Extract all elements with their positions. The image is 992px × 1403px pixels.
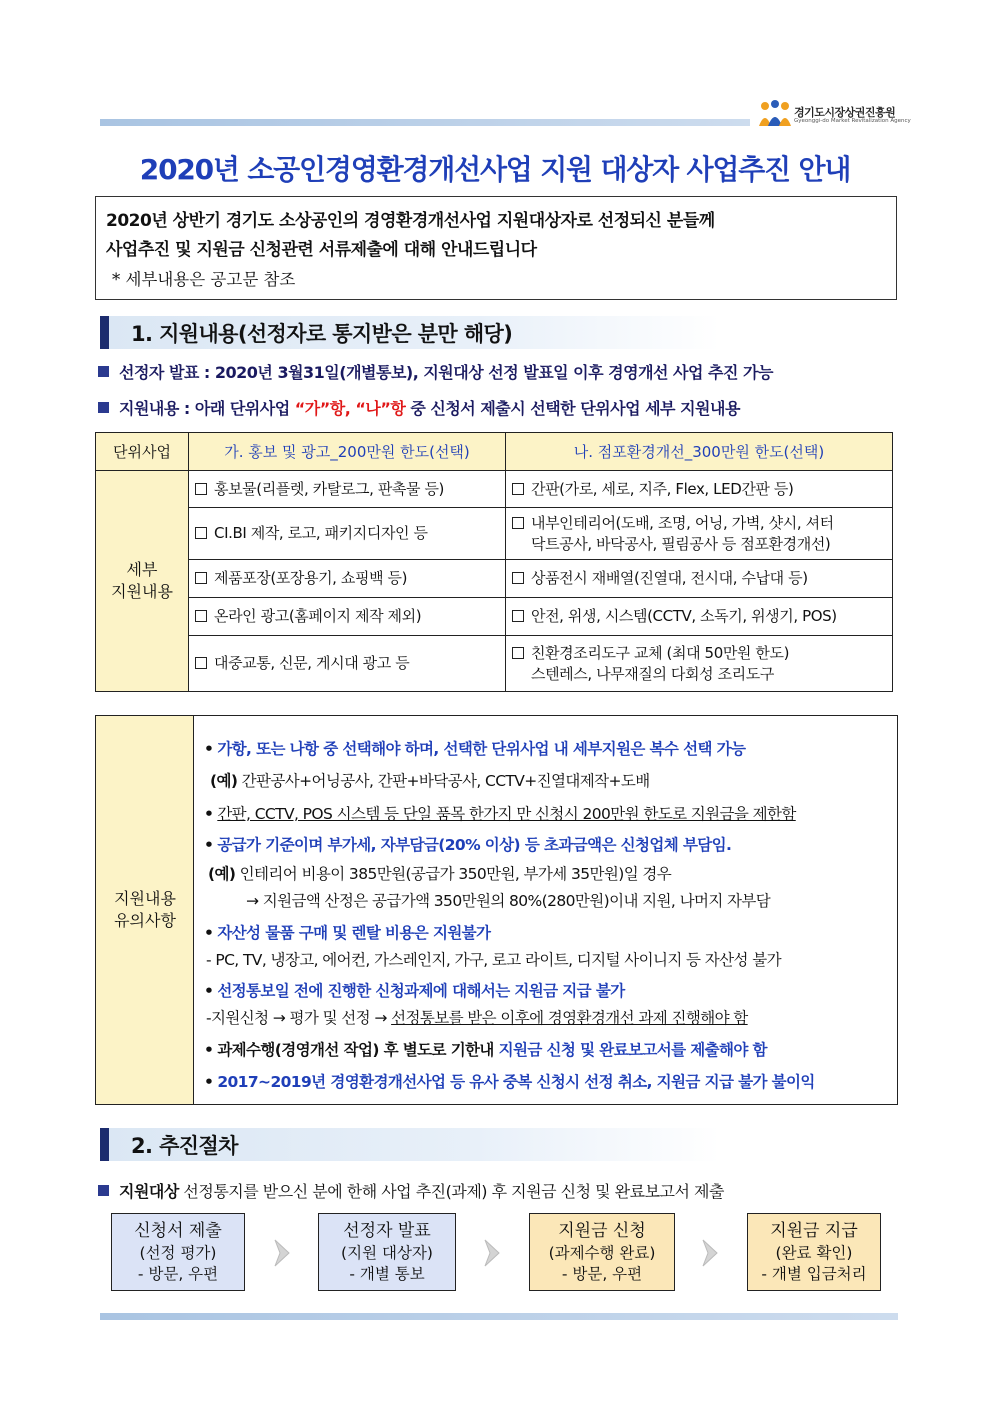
note-5-sub-a: -지원신청 → 평가 및 선정 → xyxy=(206,1009,392,1027)
cell-text: 상품전시 재배열(진열대, 전시대, 수납대 등) xyxy=(531,569,808,587)
cell-text: 내부인테리어(도배, 조명, 어닝, 가벽, 샷시, 셔터 xyxy=(531,513,834,532)
note-2-text: 간판, CCTV, POS 시스템 등 단일 품목 한가지 만 신청시 200만원 한도로 지원금을 제한함 xyxy=(217,805,796,823)
square-bullet-icon xyxy=(98,366,109,377)
flow-step-4 xyxy=(747,1213,881,1291)
flow-step-4-line-3: - 개별 입금처리 xyxy=(761,1265,867,1283)
cell-text: 안전, 위생, 시스템(CCTV, 소독기, 위생기, POS) xyxy=(531,607,837,625)
flow-step-2-line-3: - 개별 통보 xyxy=(349,1265,425,1283)
note-3-example-text: 인테리어 비용이 385만원(공급가 350만원, 부가세 35만원)일 경우 xyxy=(239,865,672,883)
section-2-header xyxy=(100,1128,720,1161)
note-1-example xyxy=(210,769,650,791)
flow-step-4-line-2: (완료 확인) xyxy=(775,1244,853,1262)
checkbox-icon xyxy=(512,517,524,529)
chevron-right-icon xyxy=(700,1238,720,1268)
cell-text-cont: 스텐레스, 나무재질의 다회성 조리도구 xyxy=(531,664,774,683)
bullet-support-text-b: “가”항, “나”항 xyxy=(294,399,406,418)
notes-label-line-2: 유의사항 xyxy=(114,911,176,930)
note-4-text: 자산성 물품 구매 및 렌탈 비용은 지원불가 xyxy=(217,924,491,942)
cell-text: CI.BI 제작, 로고, 패키지디자인 등 xyxy=(214,524,428,542)
header-ga: 가. 홍보 및 광고_200만원 한도(선택) xyxy=(189,433,506,471)
intro-note: * 세부내용은 공고문 참조 xyxy=(112,270,296,289)
notes-label-cell xyxy=(96,716,194,1104)
cell-text: 친환경조리도구 교체 (최대 50만원 한도) xyxy=(531,643,790,662)
intro-line-2: 사업추진 및 지원금 신청관련 서류제출에 대해 안내드립니다 xyxy=(106,240,537,260)
note-7-text: 2017~2019년 경영환경개선사업 등 유사 중복 신청시 선정 취소, 지원금 지급 불가 불이익 xyxy=(217,1073,815,1091)
bullet-support-text-a: 지원내용 : 아래 단위사업 xyxy=(119,399,295,418)
bullet-procedure-bold: 지원대상 xyxy=(119,1182,179,1201)
note-5: • 선정통보일 전에 진행한 신청과제에 대해서는 지원금 지급 불가 xyxy=(204,982,625,1000)
note-6-text-a: 과제수행(경영개선 작업) 후 별도로 기한내 xyxy=(217,1041,499,1059)
intro-box xyxy=(95,196,897,300)
note-4: • 자산성 물품 구매 및 렌탈 비용은 지원불가 xyxy=(204,924,491,942)
section-1-header xyxy=(100,316,720,349)
checkbox-icon xyxy=(512,572,524,584)
cell-text: 간판(가로, 세로, 지주, Flex, LED간판 등) xyxy=(531,479,794,498)
note-6: • 과제수행(경영개선 작업) 후 별도로 기한내 지원금 신청 및 완료보고서를 제출해야 함 xyxy=(204,1041,767,1059)
flow-step-1-line-2: (선정 평가) xyxy=(139,1244,217,1262)
intro-line-1: 2020년 상반기 경기도 소상공인의 경영환경개선사업 지원대상자로 선정되신 분들께 xyxy=(106,211,715,231)
row-header-line-1: 세부 xyxy=(126,560,158,579)
note-1-text: 가항, 또는 나항 중 선택해야 하며, 선택한 단위사업 내 세부지원은 복수 선택 가능 xyxy=(217,740,746,758)
note-5-sub xyxy=(206,1006,748,1028)
table-cell-ga xyxy=(189,560,506,598)
checkbox-icon xyxy=(512,483,524,495)
table-row xyxy=(96,508,893,560)
notes-box xyxy=(95,715,898,1105)
header-na: 나. 점포환경개선_300만원 한도(선택) xyxy=(506,433,893,471)
bullet-support-text-c: 중 신청서 제출시 선택한 단위사업 세부 지원내용 xyxy=(405,399,740,418)
note-1-example-text: 간판공사+어닝공사, 간판+바닥공사, CCTV+진열대제작+도배 xyxy=(241,772,650,790)
table-row xyxy=(96,471,893,508)
table-cell-na xyxy=(506,636,893,692)
note-3-example xyxy=(208,862,671,884)
cell-text-cont: 닥트공사, 바닥공사, 필림공사 등 점포환경개선) xyxy=(531,534,831,553)
square-bullet-icon xyxy=(98,402,109,413)
checkbox-icon xyxy=(512,610,524,622)
bullet-procedure xyxy=(98,1179,724,1202)
bottom-divider-bar xyxy=(100,1313,898,1320)
checkbox-icon xyxy=(512,647,524,659)
note-3: • 공급가 기준이며 부가세, 자부담금(20% 이상) 등 초과금액은 신청업체 부담임. xyxy=(204,836,732,854)
bullet-support-content xyxy=(98,396,740,419)
table-row xyxy=(96,560,893,598)
note-7: • 2017~2019년 경영환경개선사업 등 유사 중복 신청시 선정 취소, 지원금 지급 불가 불이익 xyxy=(204,1073,815,1091)
table-cell-ga xyxy=(189,636,506,692)
agency-logo xyxy=(758,100,911,130)
table-cell-na xyxy=(506,560,893,598)
cell-text: 대중교통, 신문, 게시대 광고 등 xyxy=(214,654,410,672)
note-2: • 간판, CCTV, POS 시스템 등 단일 품목 한가지 만 신청시 200만원 한도로 지원금을 제한함 xyxy=(204,805,796,823)
flow-step-2-line-2: (지원 대상자) xyxy=(341,1244,433,1262)
agency-subtitle: Gyeonggi-do Market Revitalization Agency xyxy=(794,118,911,124)
flow-step-1-line-3: - 방문, 우편 xyxy=(137,1265,219,1283)
table-row xyxy=(96,598,893,636)
checkbox-icon xyxy=(195,657,207,669)
top-divider-bar xyxy=(100,119,750,126)
flow-step-3-line-3: - 방문, 우편 xyxy=(561,1265,643,1283)
checkbox-icon xyxy=(195,483,207,495)
bullet-announcement-text: 선정자 발표 : 2020년 3월31일(개별통보), 지원대상 선정 발표일 이후 경영개선 사업 추진 가능 xyxy=(119,363,773,382)
flow-step-1 xyxy=(111,1213,245,1291)
cell-text: 홍보물(리플렛, 카탈로그, 판촉물 등) xyxy=(214,479,445,498)
checkbox-icon xyxy=(195,610,207,622)
section-1-heading: 1. 지원내용(선정자로 통지받은 분만 해당) xyxy=(131,322,513,346)
support-table xyxy=(95,432,893,692)
cell-text: 온라인 광고(홈페이지 제작 제외) xyxy=(214,607,422,625)
checkbox-icon xyxy=(195,527,207,539)
agency-name: 경기도시장상권진흥원 xyxy=(794,106,896,119)
note-1: • 가항, 또는 나항 중 선택해야 하며, 선택한 단위사업 내 세부지원은 복수 선택 가능 xyxy=(204,740,746,758)
table-cell-ga xyxy=(189,471,506,508)
chevron-right-icon xyxy=(482,1238,502,1268)
notes-label xyxy=(96,888,194,932)
agency-logo-icon xyxy=(758,100,792,128)
note-5-sub-b: 선정통보를 받은 이후에 경영환경개선 과제 진행해야 함 xyxy=(391,1009,748,1027)
note-3-text: 공급가 기준이며 부가세, 자부담금(20% 이상) 등 초과금액은 신청업체 부담임. xyxy=(217,836,732,854)
flow-step-3 xyxy=(529,1213,675,1291)
table-row xyxy=(96,636,893,692)
page-title: 2020년 소공인경영환경개선사업 지원 대상자 사업추진 안내 xyxy=(139,153,851,186)
notes-label-line-1: 지원내용 xyxy=(114,889,176,908)
table-header-row xyxy=(96,433,893,471)
row-header-detail xyxy=(96,471,189,692)
note-1-example-label: (예) xyxy=(210,772,238,790)
cell-text: 제품포장(포장용기, 쇼핑백 등) xyxy=(214,569,408,587)
note-3-example-label: (예) xyxy=(208,865,236,883)
checkbox-icon xyxy=(195,572,207,584)
note-5-text: 선정통보일 전에 진행한 신청과제에 대해서는 지원금 지급 불가 xyxy=(217,982,625,1000)
flow-step-2 xyxy=(318,1213,456,1291)
note-4-sub: - PC, TV, 냉장고, 에어컨, 가스레인지, 가구, 로고 라이트, 디지털 사이니지 등 자산성 불가 xyxy=(206,951,781,969)
bullet-announcement xyxy=(98,360,773,383)
bullet-procedure-text: 선정통지를 받으신 분에 한해 사업 추진(과제) 후 지원금 신청 및 완료보고서 제출 xyxy=(178,1182,724,1201)
table-cell-ga xyxy=(189,598,506,636)
note-3-example-2: → 지원금액 산정은 공급가액 350만원의 80%(280만원)이내 지원, 나머지 자부담 xyxy=(246,892,771,910)
note-6-text-b: 지원금 신청 및 완료보고서를 제출해야 함 xyxy=(498,1041,767,1059)
flow-step-4-title: 지원금 지급 xyxy=(770,1221,858,1241)
flow-step-1-title: 신청서 제출 xyxy=(134,1221,222,1241)
square-bullet-icon xyxy=(98,1185,109,1196)
section-2-heading: 2. 추진절차 xyxy=(131,1134,238,1158)
flow-step-3-line-2: (과제수행 완료) xyxy=(548,1244,656,1262)
chevron-right-icon xyxy=(272,1238,292,1268)
header-unit: 단위사업 xyxy=(96,433,189,471)
table-cell-ga xyxy=(189,508,506,560)
table-cell-na xyxy=(506,471,893,508)
flow-step-2-title: 선정자 발표 xyxy=(343,1221,431,1241)
flow-step-3-title: 지원금 신청 xyxy=(558,1221,646,1241)
row-header-line-2: 지원내용 xyxy=(111,582,173,601)
table-cell-na xyxy=(506,508,893,560)
table-cell-na xyxy=(506,598,893,636)
